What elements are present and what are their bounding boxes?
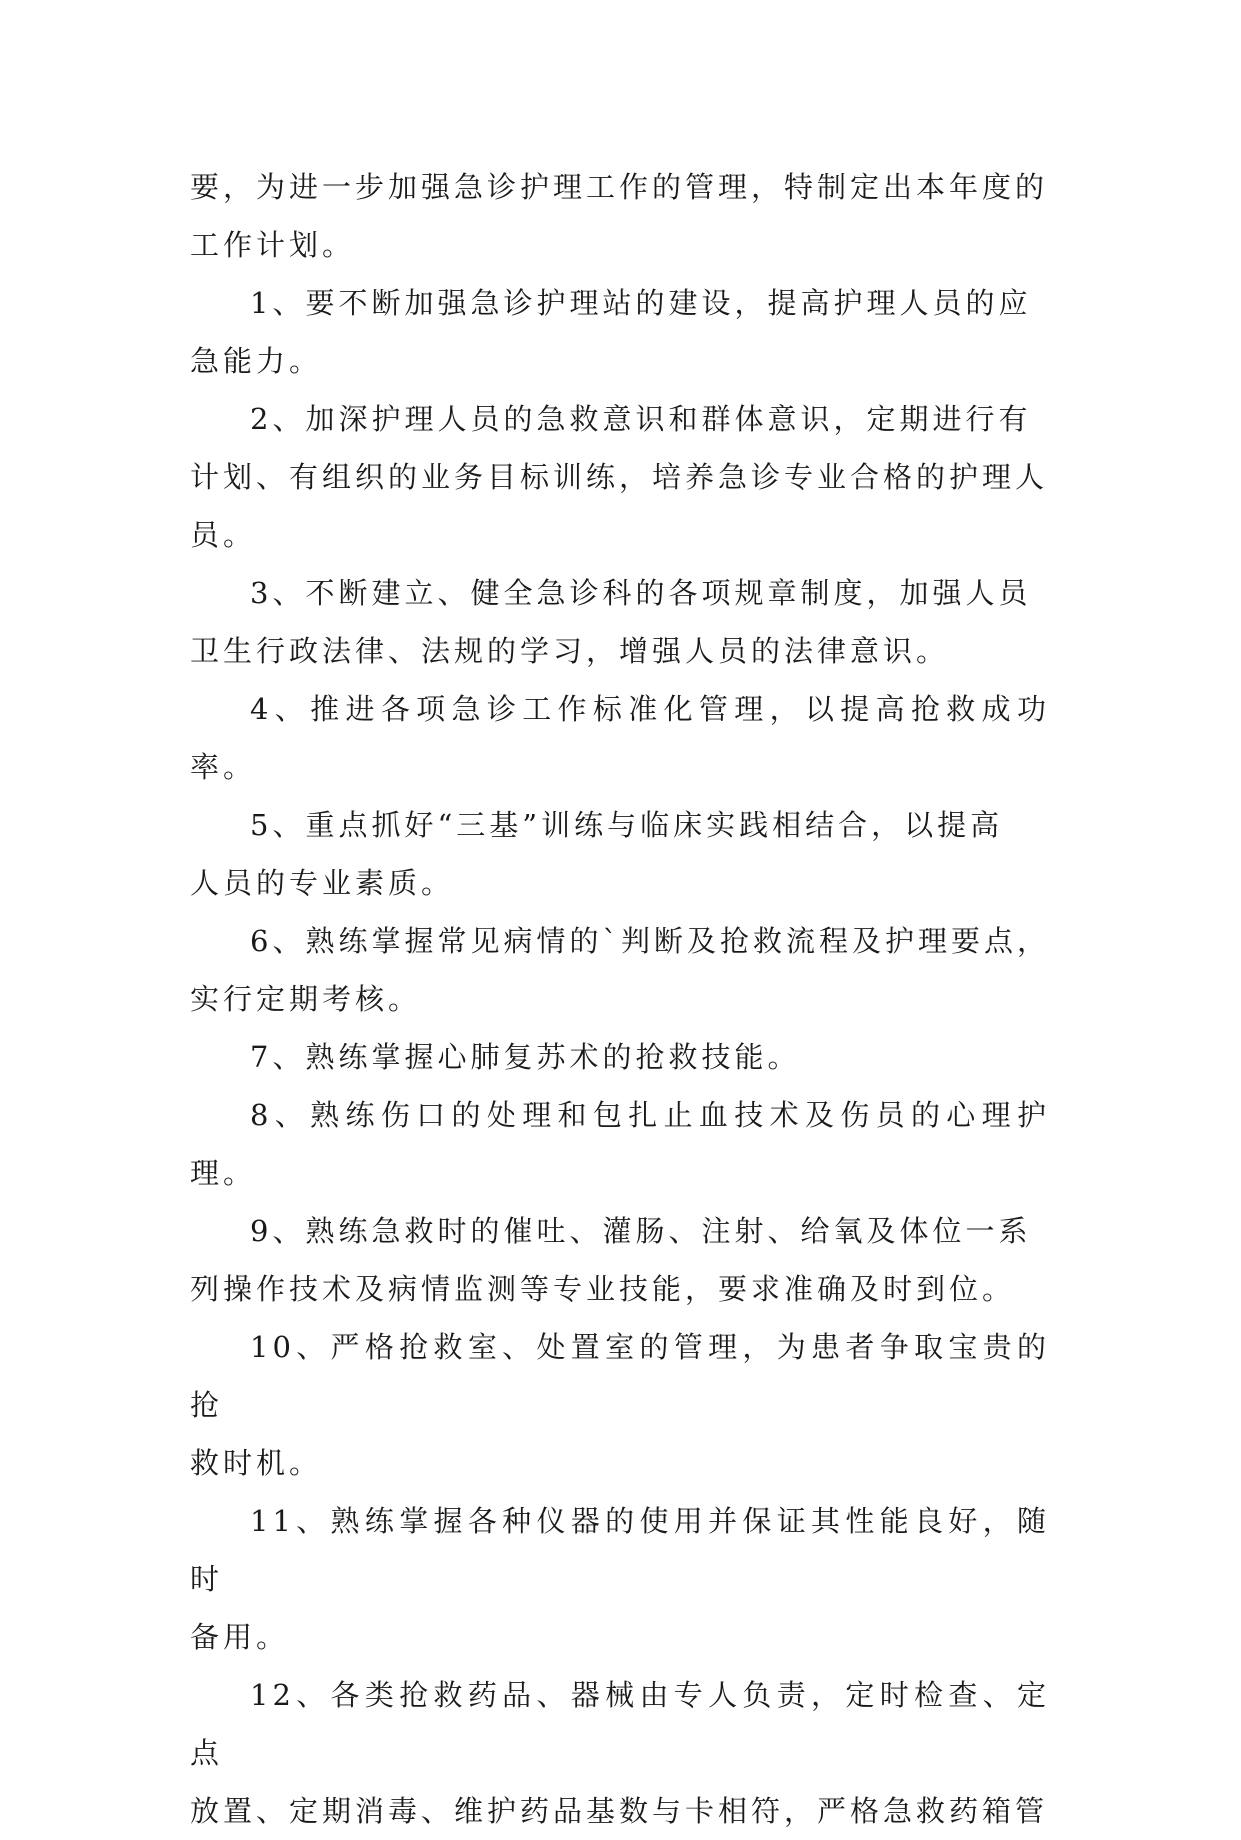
paragraph-item-5: 5、重点抓好“三基”训练与临床实践相结合，以提高 人员的专业素质。 <box>190 808 1004 900</box>
paragraph-item-6: 6、熟练掌握常见病情的`判断及抢救流程及护理要点， 实行定期考核。 <box>190 924 1050 1016</box>
paragraph-item-3: 3、不断建立、健全急诊科的各项规章制度，加强人员 卫生行政法律、法规的学习，增强人员的法律意识。 <box>190 576 1032 668</box>
document-page <box>190 158 1050 1840</box>
paragraph-item-9: 9、熟练急救时的催吐、灌肠、注射、给氧及体位一系 列操作技术及病情监测等专业技能，要求准确及时到位。 <box>190 1214 1032 1306</box>
paragraph-item-12: 12、各类抢救药品、器械由专人负责，定时检查、定点 放置、定期消毒、维护药品基数与卡相符，严格急救药箱管 <box>190 1678 1050 1828</box>
paragraph-item-8: 8、熟练伤口的处理和包扎止血技术及伤员的心理护理。 <box>190 1098 1050 1190</box>
paragraph-item-10: 10、严格抢救室、处置室的管理，为患者争取宝贵的抢 救时机。 <box>190 1330 1050 1480</box>
paragraph-item-11: 11、熟练掌握各种仪器的使用并保证其性能良好，随时 备用。 <box>190 1504 1050 1654</box>
paragraph-intro: 要，为进一步加强急诊护理工作的管理，特制定出本年度的 工作计划。 <box>190 170 1049 262</box>
paragraph-item-2: 2、加深护理人员的急救意识和群体意识，定期进行有 计划、有组织的业务目标训练，培养急诊专业合格的护理人 员。 <box>190 402 1049 552</box>
paragraph-item-1: 1、要不断加强急诊护理站的建设，提高护理人员的应 急能力。 <box>190 286 1032 378</box>
paragraph-item-4: 4、推进各项急诊工作标准化管理，以提高抢救成功率。 <box>190 692 1050 784</box>
paragraph-item-7: 7、熟练掌握心肺复苏术的抢救技能。 <box>250 1040 801 1074</box>
